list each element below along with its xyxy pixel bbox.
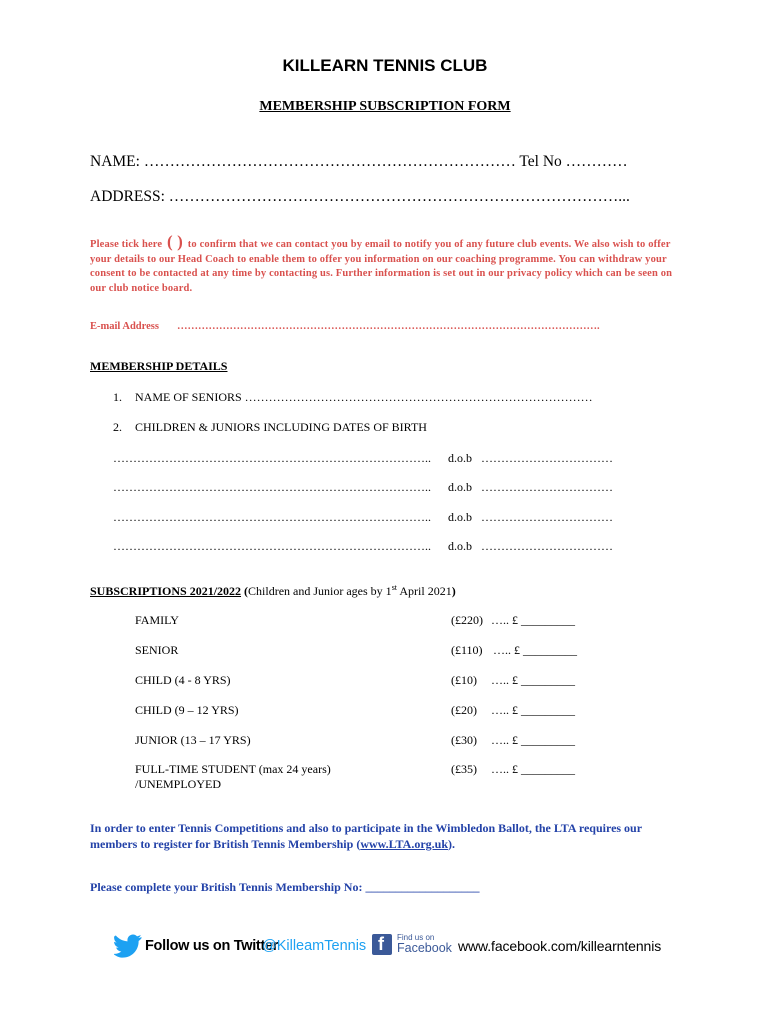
dob-label: d.o.b <box>448 480 472 494</box>
sub-price-family: (£220) <box>451 613 483 627</box>
dob-field[interactable]: …………………………… <box>481 539 613 553</box>
sub-amount-student[interactable]: ….. £ _________ <box>491 762 575 776</box>
lta-membership-field[interactable]: Please complete your British Tennis Membership No: ___________________ <box>90 880 480 894</box>
child-name-field[interactable]: …………………………………………………………………….. <box>113 510 431 524</box>
item1-number: 1. <box>113 390 122 404</box>
lta-link[interactable]: www.LTA.org.uk <box>360 837 449 851</box>
sub-amount-child-4-8[interactable]: ….. £ _________ <box>491 673 575 687</box>
consent-body: to confirm that we can contact you by email to notify you of any future club events. We also wish to offer your details to our Head Coach to enable them to offer you information on our coaching programme. You can withdraw your consent to be contacted at any time by contacting us. Further information is set out in our privacy policy which can be seen on our club notice board. <box>90 239 673 294</box>
address-field[interactable]: ADDRESS: ……………………………………………………………………………... <box>90 188 630 205</box>
consent-checkbox[interactable]: ( ) <box>166 232 183 251</box>
twitter-icon <box>114 934 142 963</box>
dob-label: d.o.b <box>448 510 472 524</box>
sub-price-child-4-8: (£10) <box>451 673 477 687</box>
age-note-sup: st <box>391 583 398 592</box>
sub-label-junior: JUNIOR (13 – 17 YRS) <box>135 733 251 747</box>
dob-label: d.o.b <box>448 451 472 465</box>
sub-label-unemployed: /UNEMPLOYED <box>135 777 221 791</box>
lta-text-line1: In order to enter Tennis Competitions and also to participate in the Wimbledon Ballot, the LTA requires our <box>90 821 643 835</box>
seniors-field[interactable]: NAME OF SENIORS …………………………………………………………………………… <box>135 390 593 404</box>
membership-heading: MEMBERSHIP DETAILS <box>90 359 228 373</box>
subscriptions-heading-line <box>90 583 456 599</box>
sub-amount-junior[interactable]: ….. £ _________ <box>491 733 575 747</box>
email-field[interactable]: …………………………………………………………………………………………………………. <box>177 321 600 332</box>
facebook-find-text: Find us on <box>397 933 435 942</box>
sub-amount-child-9-12[interactable]: ….. £ _________ <box>491 703 575 717</box>
sub-price-junior: (£30) <box>451 733 477 747</box>
sub-label-student: FULL-TIME STUDENT (max 24 years) <box>135 762 331 776</box>
age-note-end: April 2021 <box>397 584 452 598</box>
sub-label-family: FAMILY <box>135 613 179 627</box>
subscriptions-heading: SUBSCRIPTIONS 2021/2022 <box>90 584 242 598</box>
child-name-field[interactable]: …………………………………………………………………….. <box>113 539 431 553</box>
dob-field[interactable]: …………………………… <box>481 451 613 465</box>
age-note: Children and Junior ages by 1 <box>248 584 392 598</box>
email-label: E-mail Address <box>90 321 159 332</box>
facebook-url[interactable]: www.facebook.com/killearntennis <box>458 938 662 954</box>
item2-number: 2. <box>113 420 122 434</box>
dob-field[interactable]: …………………………… <box>481 480 613 494</box>
facebook-name: Facebook <box>397 941 452 955</box>
consent-paragraph <box>90 232 685 296</box>
sub-amount-family[interactable]: ….. £ _________ <box>491 613 575 627</box>
lta-text-line2 <box>90 837 455 852</box>
form-subtitle: MEMBERSHIP SUBSCRIPTION FORM <box>259 99 511 114</box>
note-open: ( <box>244 584 249 598</box>
consent-lead: Please tick here <box>90 239 163 250</box>
lta-text-post: ). <box>448 837 456 851</box>
sub-price-senior: (£110) <box>451 643 483 657</box>
dob-label: d.o.b <box>448 539 472 553</box>
page-title: KILLEARN TENNIS CLUB <box>282 56 488 75</box>
dob-field[interactable]: …………………………… <box>481 510 613 524</box>
child-name-field[interactable]: …………………………………………………………………….. <box>113 451 431 465</box>
lta-text-pre: members to register for British Tennis Membership ( <box>90 837 361 851</box>
note-close: ) <box>451 584 456 598</box>
sub-price-child-9-12: (£20) <box>451 703 477 717</box>
sub-label-child-9-12: CHILD (9 – 12 YRS) <box>135 703 239 717</box>
twitter-handle[interactable]: @KilleamTennis <box>262 938 367 954</box>
sub-amount-senior[interactable]: ….. £ _________ <box>493 643 577 657</box>
child-name-field[interactable]: …………………………………………………………………….. <box>113 480 431 494</box>
name-field[interactable]: NAME: ……………………………………………………………… Tel No ………… <box>90 153 628 170</box>
facebook-icon: f <box>372 934 392 955</box>
children-label: CHILDREN & JUNIORS INCLUDING DATES OF BIRTH <box>135 420 427 434</box>
sub-label-senior: SENIOR <box>135 643 179 657</box>
twitter-text: Follow us on Twitter <box>145 938 279 954</box>
sub-label-child-4-8: CHILD (4 - 8 YRS) <box>135 673 231 687</box>
sub-price-student: (£35) <box>451 762 477 776</box>
